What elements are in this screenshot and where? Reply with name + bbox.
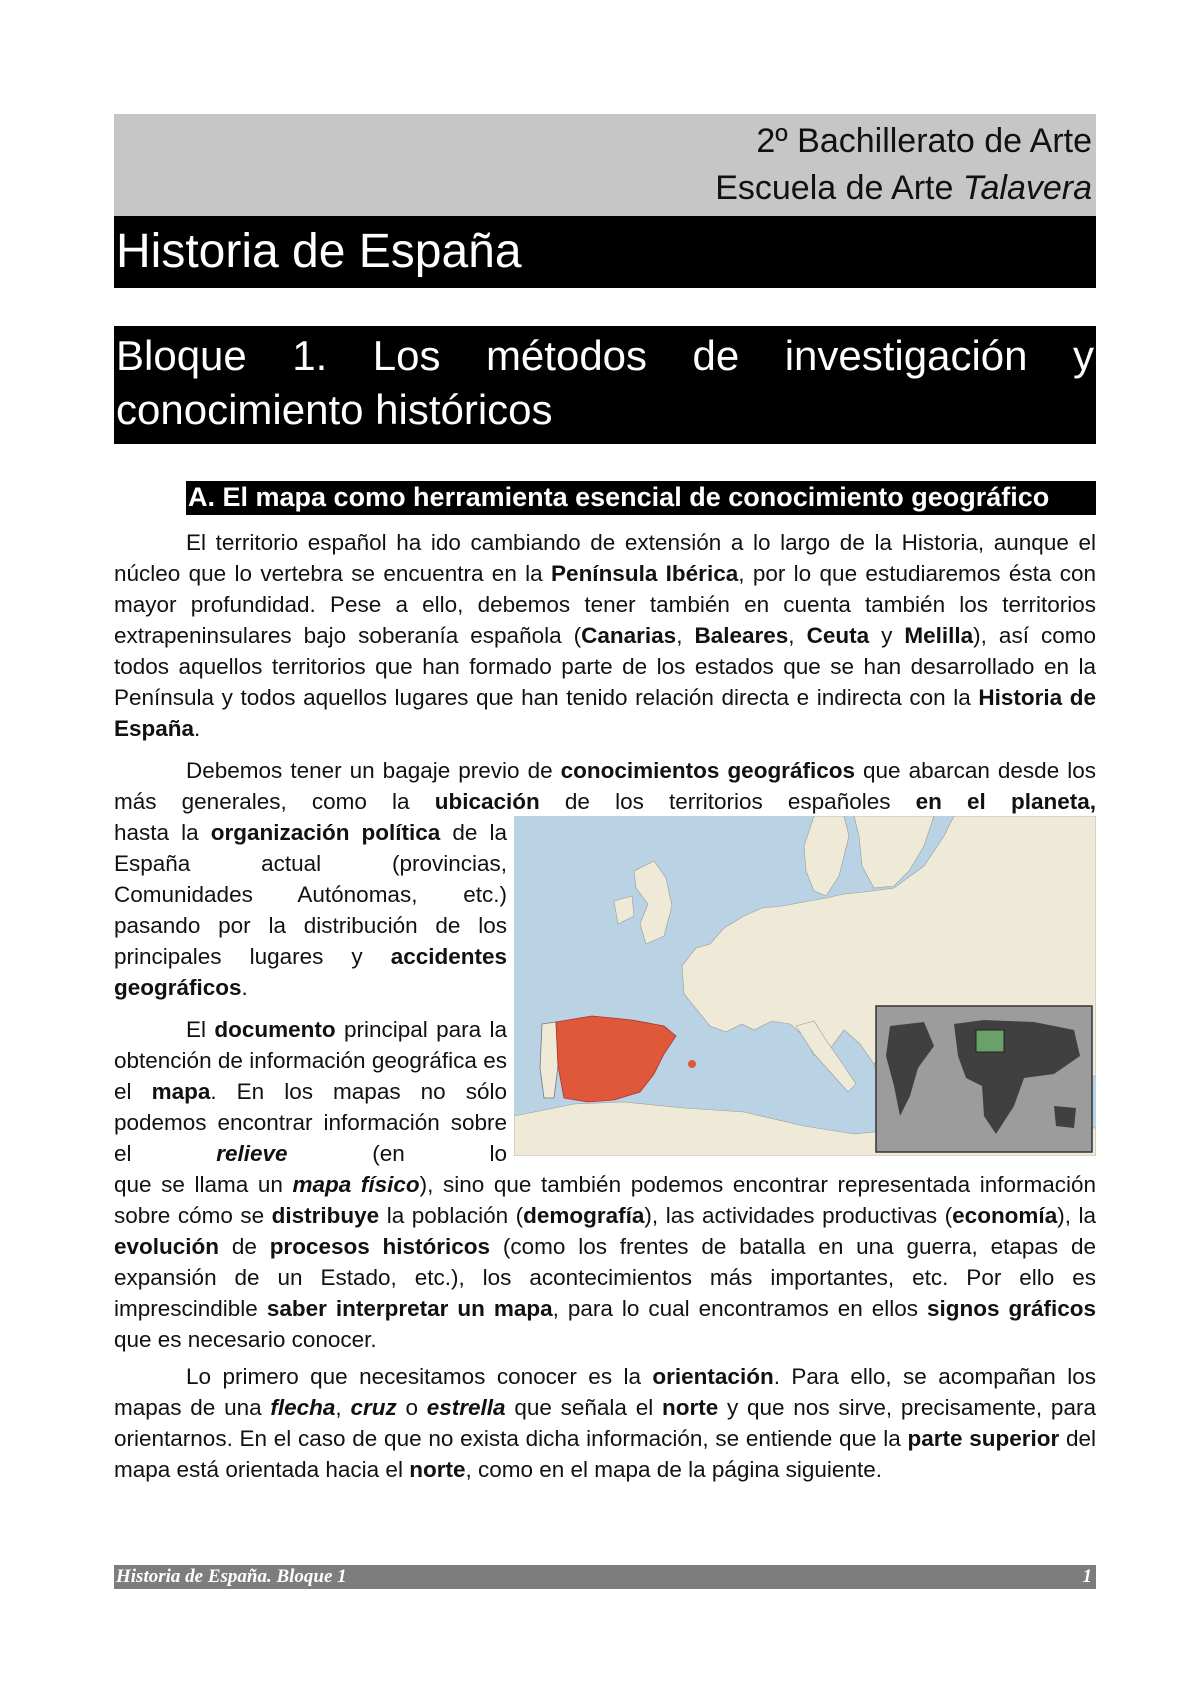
paragraph-territorio: El territorio español ha ido cambiando de extensión a lo largo de la Historia, aunque el núcleo que lo vertebra se encuentra en la Península Ibérica, por lo que estudiaremos ésta con mayor profundidad. Pese a ello, debemos tener también en cuenta también los territorios extrapeninsulares bajo soberanía española (Canarias, Baleares, Ceuta y Melilla), así como todos aquellos territorios que han formado parte de los estados que se han desarrollado en la Península y todos aquellos lugares que han tenido relación directa e indirecta con la Historia de España.: [114, 530, 1096, 741]
bloque-title-line2: conocimiento históricos: [116, 386, 553, 433]
footer-title: Historia de España. Bloque 1: [116, 1566, 347, 1587]
map-portugal: [540, 1022, 558, 1098]
paragraph-bagaje-continued: hasta la organización política de la España actual (provincias, Comunidades Autónomas, etc.) pasando por la distribución de los principales lugares y accidentes geográficos.: [114, 820, 507, 1000]
map-baleares: [688, 1060, 696, 1068]
paragraph-documento: El documento principal para la obtención de información geográfica es el mapa. En los mapas no sólo podemos encontrar información sobre el relieve (en lo: [114, 1017, 507, 1166]
bloque-title-bar: [114, 326, 1096, 444]
page-number: 1: [1082, 1566, 1092, 1587]
subject-title-bar: [114, 216, 1096, 288]
paragraph-bagaje: Debemos tener un bagaje previo de conocimientos geográficos que abarcan desde los más generales, como la ubicación de los territorios españoles en el planeta,: [114, 758, 1097, 814]
course-label: 2º Bachillerato de Arte: [756, 122, 1092, 160]
paragraph-orientacion: Lo primero que necesitamos conocer es la orientación. Para ello, se acompañan los mapas de una flecha, cruz o estrella que señala el norte y que nos sirve, precisamente, para orientarnos. En el caso de que no exista dicha información, se entiende que la parte superior del mapa está orientada hacia el norte, como en el mapa de la página siguiente.: [114, 1364, 1096, 1482]
paragraph-documento-continued: que se llama un mapa físico), sino que también podemos encontrar representada información sobre cómo se distribuye la población (demografía), las actividades productivas (economía), la evolución de procesos históricos (como los frentes de batalla en una guerra, etapas de expansión de un Estado, etc.), los acontecimientos más importantes, etc. Por ello es imprescindible saber interpretar un mapa, para lo cual encontramos en ellos signos gráficos que es necesario conocer.: [114, 1172, 1097, 1352]
section-heading-text: A. El mapa como herramienta esencial de conocimiento geográfico: [188, 482, 1050, 512]
page-footer: [114, 1565, 1096, 1589]
map-inset-europe-marker: [976, 1030, 1004, 1052]
school-label: Escuela de Arte Talavera: [715, 169, 1092, 207]
school-header: [114, 114, 1096, 216]
bloque-title-line1: Bloque 1. Los métodos de investigación y: [116, 332, 1094, 379]
section-heading: [186, 481, 1096, 515]
europe-map-image: [514, 816, 1096, 1156]
subject-title: Historia de España: [116, 225, 522, 278]
